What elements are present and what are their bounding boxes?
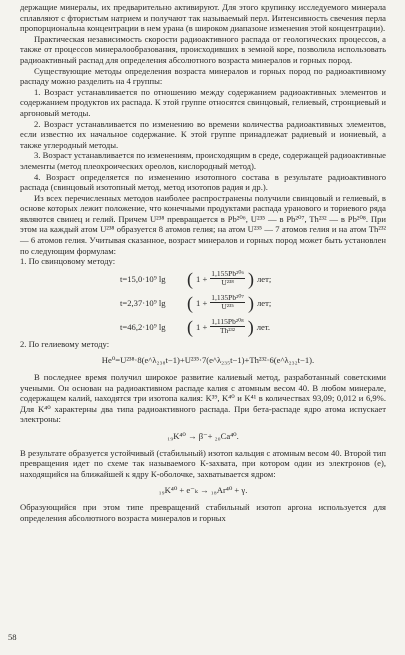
beta-decay-formula: ₁₉K⁴⁰ → β⁻+ ₂₀Ca⁴⁰. <box>167 431 239 441</box>
helium-formula: He⁰=U²³⁸·8(e^λ₂₃₈t−1)+U²³⁵·7(e^λ₂₃₅t−1)+Th²³²·6(e^λ₂₃₂t−1). <box>101 355 315 366</box>
k-capture-formula: ₁₉K⁴⁰ + e⁻ₖ → ₁₈Ar⁴⁰ + γ. <box>158 485 248 496</box>
paragraph: Образующийся при этом типе превращений стабильный изотоп аргона используется для определения абсолютного возраста минералов и горных <box>20 501 386 523</box>
lead-formula-238: t=15,0·10⁹ lg ( 1 + $\frac{\text{1,155Pb²⁰⁶}}{\text{U²³⁸}}$ ) лет; <box>120 268 272 289</box>
list-item: 1. Возраст устанавливается по отношению между содержанием радиоактивных элементов и содержанием продуктов их распада. К этой группе относятся свинцовый, гелиевый, стронциевый и аргоновый методы. <box>20 86 386 118</box>
fraction: $\frac{\text{1,135Pb²⁰⁷}}{\text{U²³⁵}}$ <box>211 293 244 312</box>
paragraph: В последнее время получил широкое развитие калиевый метод, разработанный советскими учеными. Он основан на радиоактивном распаде калия с атомным весом 40. В любом минерале, содержащем калий, находятся три изотопа калия: K³⁹, K⁴⁰ и K⁴¹ в количествах 93,09; 0,012 и 6,9%. Для K⁴⁰ характерны два типа радиоактивного распада. При бета-распаде ядро атома испускает электроны: <box>20 372 386 425</box>
fraction: $\frac{\text{1,115Pb²⁰⁸}}{\text{Th²³²}}$ <box>211 317 244 336</box>
fraction: $\frac{\text{1,155Pb²⁰⁶}}{\text{U²³⁸}}$ <box>211 269 244 288</box>
lead-formula-235: t=2,37·10⁹ lg ( 1 + $\frac{\text{1,135Pb²⁰⁷}}{\text{U²³⁵}}$ ) лет; <box>120 292 272 313</box>
paragraph: Существующие методы определения возраста минералов и горных пород по радиоактивному распаду можно разделить на 4 группы: <box>20 65 386 87</box>
section-heading: 1. По свинцовому методу: <box>20 256 116 267</box>
list-item: 2. Возраст устанавливается по изменению во времени количества радиоактивных элементов, если известно их начальное содержание. К этой группе принадлежат радиевый и иониевый, а также углеродный методы. <box>20 118 386 150</box>
paragraph: держащие минералы, их предварительно активируют. Для этого крупинку исследуемого минерала сплавляют с фтористым натрием и получают так называемый перл. Интенсивность свечения перла пропорциональна концентрации в нем урана (в широком диапазоне изменения этой концентрации). <box>20 2 386 34</box>
paragraph: Практическая независимость скорости радиоактивного распада от геологических процессов, а также от процессов минералообразования, происходивших в земной коре, позволила использовать радиоактивный распад для определения абсолютного возраста минералов и горных пород. <box>20 33 386 65</box>
lead-formula-232: t=46,2·10⁹ lg ( 1 + $\frac{\text{1,115Pb²⁰⁸}}{\text{Th²³²}}$ ) лет. <box>120 316 271 337</box>
text-column <box>20 2 386 523</box>
list-item: 3. Возраст устанавливается по изменениям, происходящим в среде, содержащей радиоактивные элементы (метод плеохроических ореолов, кислородный метод). <box>20 150 386 171</box>
page-number: 58 <box>8 632 17 642</box>
paragraph: В результате образуется устойчивый (стабильный) изотоп кальция с атомным весом 40. Второй тип превращения идет по схеме так называемого К-захвата, при котором один из электронов (e), находящийся на ближайшей к ядру К-оболочке, захватывается ядром: <box>20 447 386 479</box>
section-heading: 2. По гелиевому методу: <box>20 338 110 349</box>
paragraph: Из всех перечисленных методов наиболее распространены получили свинцовый и гелиевый, в основе которых лежит положение, что конечными продуктами распада уранового и ториевого ряда являются свинец и гелий. Причем U²³⁸ превращается в Pb²⁰⁶, U²³⁵ — в Pb²⁰⁷, Th²³² — в Pb²⁰⁸. При этом на каждый атом U²³⁸ образуется 8 атомов гелия; на атом U²³⁵ — 7 атомов гелия и на атом Th²³² — 6 атомов гелия. Учитывая сказанное, возраст минералов и горных пород может быть установлен по следующим формулам: <box>20 192 386 256</box>
list-item: 4. Возраст определяется по изменению изотопного состава в результате радиоактивного распада (свинцовый изотопный метод, метод изотопов радия и др.). <box>20 171 386 193</box>
